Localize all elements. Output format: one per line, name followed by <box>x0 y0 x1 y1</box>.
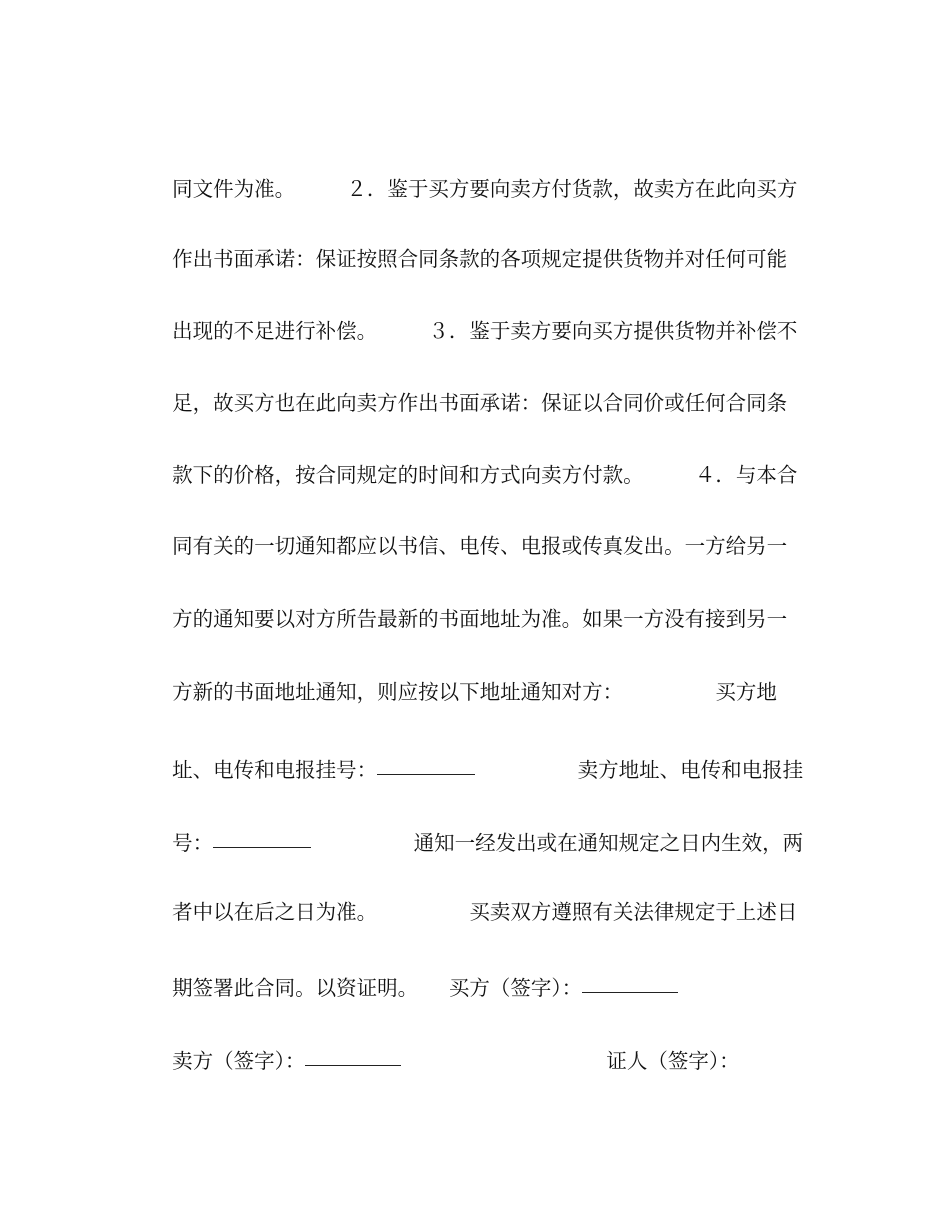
line-text: 卖方（签字）： <box>172 1049 306 1073</box>
text-line-with-blank <box>146 722 816 782</box>
line-text: 作出书面承诺：保证按照合同条款的各项规定提供货物并对任何可能 <box>172 247 788 271</box>
line-text: 方的通知要以对方所告最新的书面地址为准。如果一方没有接到另一 <box>172 607 788 631</box>
buyer-signature-blank <box>582 970 678 993</box>
text-line <box>146 430 816 487</box>
seller-signature-blank <box>305 1043 401 1066</box>
buyer-address-blank <box>377 752 475 775</box>
line-text: 证人（签字）： <box>401 1049 740 1073</box>
text-line <box>146 867 816 924</box>
line-text: 足，故买方也在此向卖方作出书面承诺：保证以合同价或任何合同条 <box>172 391 788 415</box>
text-line <box>146 574 816 631</box>
line-text: 同文件为准。 ２．鉴于买方要向卖方付货款，故卖方在此向买方 <box>172 177 798 201</box>
line-text: 号： <box>172 831 214 855</box>
text-line <box>146 286 816 343</box>
line-text: 卖方地址、电传和电报挂 <box>475 758 804 782</box>
line-text: 通知一经发出或在通知规定之日内生效，两 <box>311 831 804 855</box>
seller-address-blank <box>213 825 311 848</box>
text-line <box>146 647 816 704</box>
text-line <box>146 144 816 201</box>
text-line-with-blank <box>146 795 816 855</box>
text-line-with-blank <box>146 940 816 1000</box>
line-text: 款下的价格，按合同规定的时间和方式向卖方付款。 ４．与本合 <box>172 463 798 487</box>
line-text: 者中以在后之日为准。 买卖双方遵照有关法律规定于上述日 <box>172 900 798 924</box>
text-line-with-blank <box>146 1013 816 1073</box>
text-line <box>146 214 816 271</box>
line-text: 方新的书面地址通知，则应按以下地址通知对方： 买方地 <box>172 680 777 704</box>
text-line <box>146 358 816 415</box>
text-line <box>146 501 816 558</box>
line-text: 同有关的一切通知都应以书信、电传、电报或传真发出。一方给另一 <box>172 534 788 558</box>
line-text: 出现的不足进行补偿。 ３．鉴于卖方要向买方提供货物并补偿不 <box>172 319 798 343</box>
line-text: 期签署此合同。以资证明。 买方（签字）： <box>172 976 583 1000</box>
line-text: 址、电传和电报挂号： <box>172 758 378 782</box>
